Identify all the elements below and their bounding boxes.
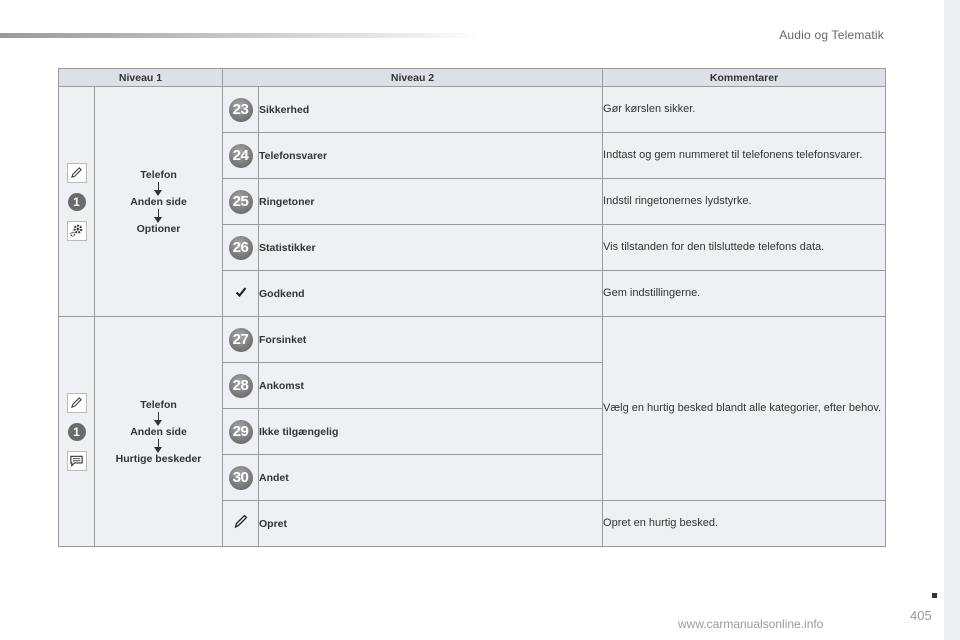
section-title: Audio og Telematik: [779, 28, 884, 42]
flow-arrow-icon: [158, 182, 159, 191]
flow-step: Telefon: [140, 398, 177, 411]
level2-label: Ringetoner: [259, 179, 603, 225]
level2-label: Andet: [259, 455, 603, 501]
badge-cell: [223, 363, 259, 409]
comment-text: Opret en hurtig besked.: [603, 501, 886, 547]
menu-table: [58, 68, 886, 547]
step-badge: 23: [229, 98, 253, 122]
level2-label: Sikkerhed: [259, 87, 603, 133]
level1-number: 1: [68, 193, 86, 211]
header-kommentarer: Kommentarer: [603, 69, 886, 87]
flow-arrow-icon: [158, 439, 159, 448]
step-badge: 25: [229, 190, 253, 214]
comment-text: Vis tilstanden for den tilsluttede telefons data.: [603, 225, 886, 271]
flow-step: Anden side: [130, 195, 187, 208]
comment-text: Gør kørslen sikker.: [603, 87, 886, 133]
level1-flow-cell: [95, 87, 223, 317]
page-edge-strip: [944, 0, 960, 640]
level2-label: Ankomst: [259, 363, 603, 409]
checkmark-icon: [235, 286, 247, 298]
footer-watermark: www.carmanualsonline.info: [678, 617, 824, 631]
pencil-icon: [233, 513, 249, 529]
level2-label: Godkend: [259, 271, 603, 317]
level1-flow-cell: [95, 317, 223, 547]
header-niveau-2: Niveau 2: [223, 69, 603, 87]
level1-icons-cell: [59, 317, 95, 547]
flow-step: Optioner: [136, 222, 181, 235]
gear-icon: [67, 221, 87, 241]
badge-cell: [223, 179, 259, 225]
badge-cell: [223, 409, 259, 455]
level1-icons-cell: [59, 87, 95, 317]
page-marker: [932, 593, 937, 598]
message-icon: [67, 451, 87, 471]
step-badge: 26: [229, 236, 253, 260]
flow-arrow-icon: [158, 412, 159, 421]
comment-text: Gem indstillingerne.: [603, 271, 886, 317]
badge-cell: [223, 225, 259, 271]
level2-label: Forsinket: [259, 317, 603, 363]
table-row: [59, 87, 886, 133]
pencil-icon: [67, 163, 87, 183]
badge-cell: [223, 455, 259, 501]
step-badge: 30: [229, 466, 253, 490]
level2-label: Statistikker: [259, 225, 603, 271]
badge-cell: [223, 133, 259, 179]
step-badge: 27: [229, 328, 253, 352]
step-badge: 24: [229, 144, 253, 168]
comment-text: Vælg en hurtig besked blandt alle kategorier, efter behov.: [603, 317, 886, 501]
badge-cell: [223, 501, 259, 547]
flow-step: Telefon: [140, 168, 177, 181]
level2-label: Opret: [259, 501, 603, 547]
level2-label: Telefonsvarer: [259, 133, 603, 179]
comment-text: Indstil ringetonernes lydstyrke.: [603, 179, 886, 225]
badge-cell: [223, 271, 259, 317]
flow-step: Hurtige beskeder: [115, 452, 202, 465]
table-row: [59, 317, 886, 363]
table-header-row: [59, 69, 886, 87]
pencil-icon: [67, 393, 87, 413]
badge-cell: [223, 317, 259, 363]
header-niveau-1: Niveau 1: [59, 69, 223, 87]
level2-label: Ikke tilgængelig: [259, 409, 603, 455]
level1-number: 1: [68, 423, 86, 441]
comment-text: Indtast og gem nummeret til telefonens telefonsvarer.: [603, 133, 886, 179]
step-badge: 28: [229, 374, 253, 398]
flow-step: Anden side: [130, 425, 187, 438]
page-number: 405: [910, 608, 932, 623]
header-gradient-bar: [0, 33, 480, 38]
badge-cell: [223, 87, 259, 133]
flow-arrow-icon: [158, 209, 159, 218]
step-badge: 29: [229, 420, 253, 444]
